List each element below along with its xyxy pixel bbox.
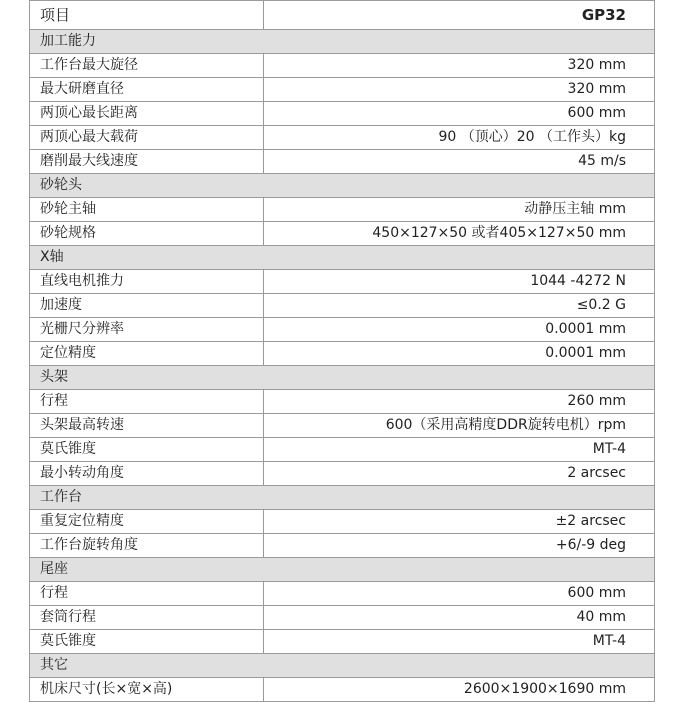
section-header-row	[30, 30, 655, 54]
section-title: 砂轮头	[30, 174, 655, 198]
spec-label: 重复定位精度	[30, 510, 264, 534]
spec-label: 直线电机推力	[30, 270, 264, 294]
section-title: 工作台	[30, 486, 655, 510]
spec-label: 套筒行程	[30, 606, 264, 630]
table-row	[30, 198, 655, 222]
section-title: 头架	[30, 366, 655, 390]
item-column-header: 项目	[30, 1, 264, 30]
spec-label: 砂轮主轴	[30, 198, 264, 222]
table-row	[30, 678, 655, 702]
spec-value: 2600×1900×1690 mm	[264, 678, 655, 702]
spec-value: 1044 -4272 N	[264, 270, 655, 294]
spec-value: ±2 arcsec	[264, 510, 655, 534]
table-row	[30, 342, 655, 366]
spec-label: 两顶心最长距离	[30, 102, 264, 126]
table-row	[30, 102, 655, 126]
spec-value: 40 mm	[264, 606, 655, 630]
spec-table-container	[29, 0, 655, 702]
table-row	[30, 54, 655, 78]
spec-label: 光栅尺分辨率	[30, 318, 264, 342]
spec-label: 加速度	[30, 294, 264, 318]
table-row	[30, 438, 655, 462]
spec-label: 行程	[30, 582, 264, 606]
spec-label: 最大研磨直径	[30, 78, 264, 102]
spec-label: 最小转动角度	[30, 462, 264, 486]
spec-value: 320 mm	[264, 54, 655, 78]
spec-label: 两顶心最大载荷	[30, 126, 264, 150]
spec-label: 莫氏锥度	[30, 438, 264, 462]
section-header-row	[30, 558, 655, 582]
section-header-row	[30, 246, 655, 270]
table-row	[30, 414, 655, 438]
spec-label: 磨削最大线速度	[30, 150, 264, 174]
spec-label: 行程	[30, 390, 264, 414]
spec-label: 头架最高转速	[30, 414, 264, 438]
spec-value: MT-4	[264, 438, 655, 462]
table-row	[30, 582, 655, 606]
table-header-row	[30, 1, 655, 30]
section-header-row	[30, 654, 655, 678]
section-header-row	[30, 174, 655, 198]
spec-value: MT-4	[264, 630, 655, 654]
spec-table	[29, 0, 655, 702]
spec-label: 工作台最大旋径	[30, 54, 264, 78]
spec-label: 工作台旋转角度	[30, 534, 264, 558]
spec-value: 90 （顶心）20 （工作头）kg	[264, 126, 655, 150]
spec-label: 莫氏锥度	[30, 630, 264, 654]
table-row	[30, 126, 655, 150]
spec-label: 机床尺寸(长×宽×高)	[30, 678, 264, 702]
spec-value: 动静压主轴 mm	[264, 198, 655, 222]
spec-value: 0.0001 mm	[264, 318, 655, 342]
table-row	[30, 318, 655, 342]
table-row	[30, 78, 655, 102]
spec-value: 450×127×50 或者405×127×50 mm	[264, 222, 655, 246]
table-row	[30, 510, 655, 534]
section-header-row	[30, 486, 655, 510]
spec-value: 260 mm	[264, 390, 655, 414]
section-title: 其它	[30, 654, 655, 678]
spec-value: 45 m/s	[264, 150, 655, 174]
spec-value: ≤0.2 G	[264, 294, 655, 318]
spec-label: 砂轮规格	[30, 222, 264, 246]
table-row	[30, 150, 655, 174]
table-row	[30, 390, 655, 414]
table-row	[30, 270, 655, 294]
spec-value: 2 arcsec	[264, 462, 655, 486]
section-title: 加工能力	[30, 30, 655, 54]
model-column-header: GP32	[264, 1, 655, 30]
spec-value: 600 mm	[264, 102, 655, 126]
table-row	[30, 630, 655, 654]
table-row	[30, 534, 655, 558]
spec-value: 600 mm	[264, 582, 655, 606]
table-row	[30, 294, 655, 318]
spec-value: 600（采用高精度DDR旋转电机）rpm	[264, 414, 655, 438]
section-title: 尾座	[30, 558, 655, 582]
table-row	[30, 606, 655, 630]
spec-value: 320 mm	[264, 78, 655, 102]
spec-label: 定位精度	[30, 342, 264, 366]
table-row	[30, 462, 655, 486]
section-title: X轴	[30, 246, 655, 270]
spec-value: +6/-9 deg	[264, 534, 655, 558]
section-header-row	[30, 366, 655, 390]
table-row	[30, 222, 655, 246]
spec-value: 0.0001 mm	[264, 342, 655, 366]
